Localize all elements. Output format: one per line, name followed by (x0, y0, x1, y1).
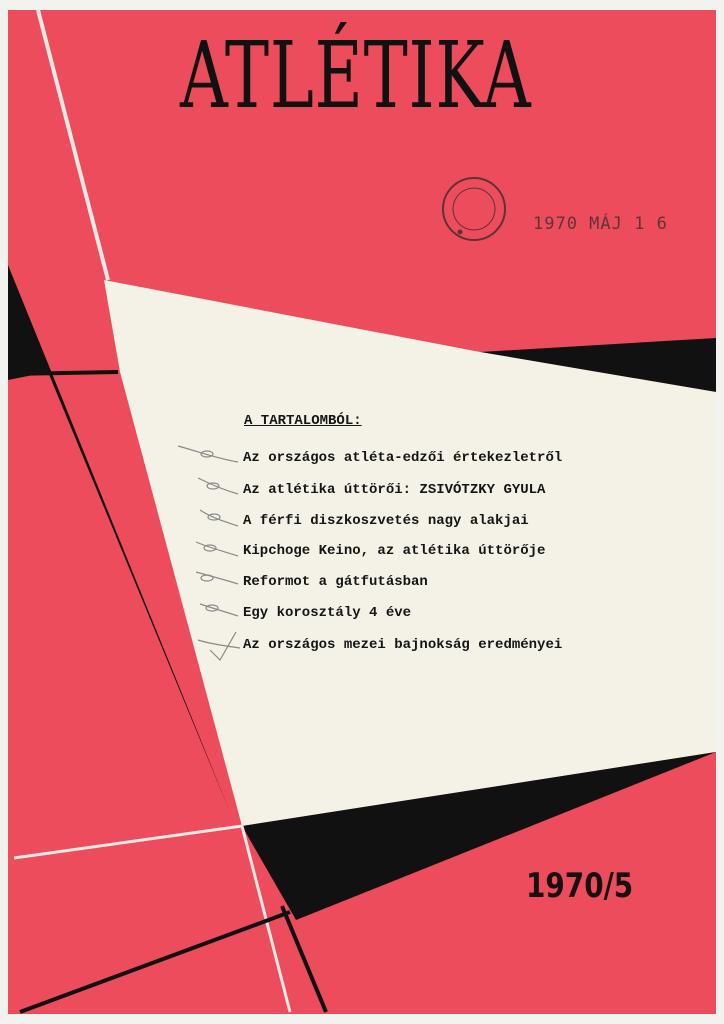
stamp-date: 1970 MÁJ 1 6 (533, 214, 668, 234)
toc-item: Az országos atléta-edzői értekezletről (243, 450, 563, 466)
toc-item: Az atlétika úttörői: ZSIVÓTZKY GYULA (243, 482, 546, 498)
toc-item: Egy korosztály 4 éve (243, 605, 412, 621)
toc-item: Reformot a gátfutásban (243, 574, 428, 590)
issue-number: 1970/5 (526, 866, 634, 906)
toc-item: Kipchoge Keino, az atlétika úttörője (243, 543, 546, 559)
black-line-left (8, 372, 118, 374)
magazine-title: ATLÉTIKA (180, 22, 532, 129)
toc-item: Az országos mezei bajnokság eredményei (243, 637, 563, 653)
toc-heading: A TARTALOMBÓL: (244, 413, 362, 429)
toc-item: A férfi diszkoszvetés nagy alakjai (243, 513, 529, 529)
